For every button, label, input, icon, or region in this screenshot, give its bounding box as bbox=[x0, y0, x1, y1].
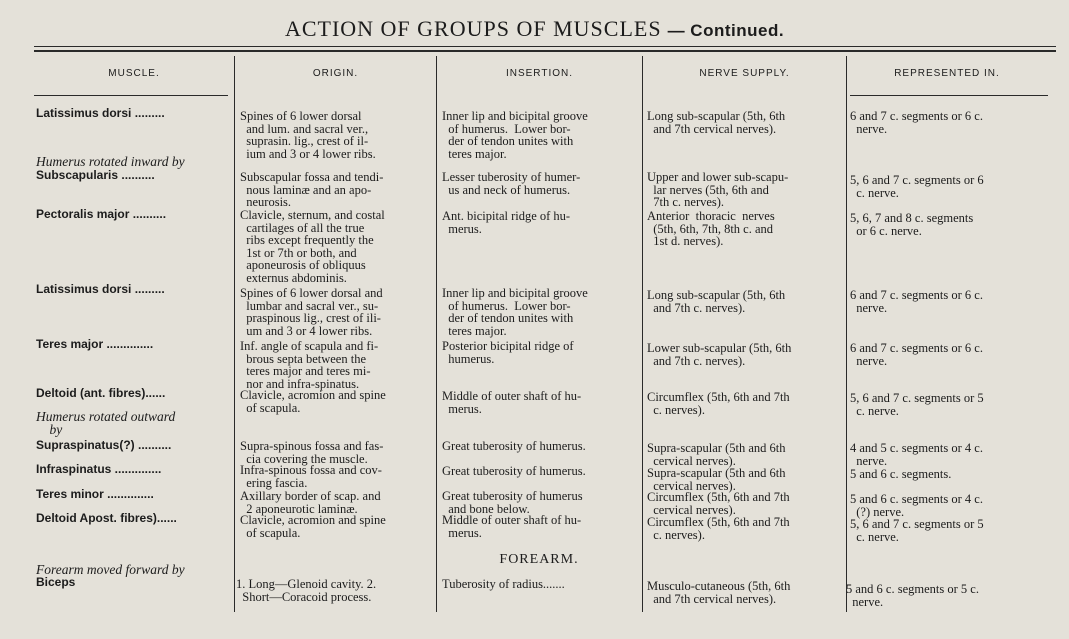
muscle-name: Deltoid Apost. fibres)...... bbox=[36, 511, 177, 525]
origin-cell: Subscapular fossa and tendi- nous laminæ and an apo- neurosis. bbox=[240, 170, 384, 209]
nerve-cell: Supra-scapular (5th and 6th cervical nerves). bbox=[647, 466, 786, 493]
muscle-name: Supraspinatus(?) .......... bbox=[36, 438, 172, 452]
muscle-name: Latissimus dorsi ......... bbox=[36, 282, 165, 296]
insertion-cell: Inner lip and bicipital groove of humerus. Lower bor- der of tendon unites with teres major. bbox=[442, 109, 588, 161]
column-divider bbox=[846, 56, 847, 612]
nerve-cell: Anterior thoracic nerves (5th, 6th, 7th, 8th c. and 1st d. nerves). bbox=[647, 209, 775, 248]
represented-cell: 6 and 7 c. segments or 6 c. nerve. bbox=[850, 109, 983, 136]
represented-cell: 5, 6 and 7 c. segments or 5 c. nerve. bbox=[850, 517, 984, 544]
origin-cell: 1. Long—Glenoid cavity. 2. Short—Coracoid process. bbox=[236, 577, 377, 604]
section-heading-forearm: FOREARM. bbox=[499, 552, 579, 567]
origin-cell: Clavicle, acromion and spine of scapula. bbox=[240, 388, 386, 415]
origin-cell: Spines of 6 lower dorsal and lum. and sacral ver., suprasin. lig., crest of il- ium and 3 or 4 lower ribs. bbox=[240, 109, 376, 161]
header-underline bbox=[850, 95, 1048, 96]
top-rule bbox=[34, 46, 1056, 47]
origin-cell: Spines of 6 lower dorsal and lumbar and sacral ver., su- praspinous lig., crest of ili- um and 3 or 4 lower ribs. bbox=[240, 286, 383, 338]
origin-cell: Clavicle, acromion and spine of scapula. bbox=[240, 513, 386, 540]
insertion-cell: Posterior bicipital ridge of humerus. bbox=[442, 339, 574, 366]
column-divider bbox=[234, 56, 235, 612]
column-divider bbox=[436, 56, 437, 612]
muscle-name: Pectoralis major .......... bbox=[36, 207, 167, 221]
represented-cell: 6 and 7 c. segments or 6 c. nerve. bbox=[850, 341, 983, 368]
nerve-cell: Circumflex (5th, 6th and 7th cervical nerves). bbox=[647, 490, 790, 517]
muscle-name: Infraspinatus .............. bbox=[36, 462, 162, 476]
nerve-cell: Supra-scapular (5th and 6th cervical nerves). bbox=[647, 441, 786, 468]
origin-cell: Inf. angle of scapula and fi- brous septa between the teres major and teres mi- nor and infra-spinatus. bbox=[240, 339, 379, 391]
muscle-name: Latissimus dorsi ......... bbox=[36, 106, 165, 120]
header-muscle: MUSCLE. bbox=[108, 68, 160, 79]
subhead-rotated-inward: Humerus rotated inward by bbox=[36, 154, 185, 169]
insertion-cell: Lesser tuberosity of humer- us and neck of humerus. bbox=[442, 170, 581, 197]
muscle-name: Teres minor .............. bbox=[36, 487, 154, 501]
nerve-cell: Upper and lower sub-scapu- lar nerves (5th, 6th and 7th c. nerves). bbox=[647, 170, 789, 209]
insertion-cell: Middle of outer shaft of hu- merus. bbox=[442, 513, 582, 540]
origin-cell: Supra-spinous fossa and fas- cia covering the muscle. bbox=[240, 439, 384, 466]
page-title bbox=[0, 16, 1069, 42]
insertion-cell: Great tuberosity of humerus. bbox=[442, 439, 586, 453]
title-suffix: — Continued. bbox=[667, 21, 785, 40]
title-main: ACTION OF GROUPS OF MUSCLES bbox=[284, 16, 662, 41]
nerve-cell: Long sub-scapular (5th, 6th and 7th cervical nerves). bbox=[647, 109, 786, 136]
muscle-name: Deltoid (ant. fibres)...... bbox=[36, 386, 166, 400]
column-divider bbox=[642, 56, 643, 612]
header-underline bbox=[34, 95, 228, 96]
represented-cell: 5, 6 and 7 c. segments or 6 c. nerve. bbox=[850, 173, 984, 200]
represented-cell: 5 and 6 c. segments. bbox=[850, 467, 952, 481]
represented-cell: 6 and 7 c. segments or 6 c. nerve. bbox=[850, 288, 983, 315]
header-nerve-supply: NERVE SUPPLY. bbox=[699, 68, 790, 79]
subhead-rotated-outward: Humerus rotated outward by bbox=[36, 409, 176, 437]
origin-cell: Axillary border of scap. and 2 aponeurotic laminæ. bbox=[240, 489, 381, 516]
insertion-cell: Great tuberosity of humerus. bbox=[442, 464, 586, 478]
represented-cell: 5, 6, 7 and 8 c. segments or 6 c. nerve. bbox=[850, 211, 974, 238]
insertion-cell: Inner lip and bicipital groove of humerus. Lower bor- der of tendon unites with teres major. bbox=[442, 286, 588, 338]
header-origin: ORIGIN. bbox=[312, 68, 359, 79]
muscle-name: Biceps bbox=[36, 575, 76, 589]
insertion-cell: Middle of outer shaft of hu- merus. bbox=[442, 389, 582, 416]
insertion-cell: Ant. bicipital ridge of hu- merus. bbox=[442, 209, 571, 236]
header-insertion: INSERTION. bbox=[505, 68, 574, 79]
subhead-forearm-forward: Forearm moved forward by bbox=[36, 562, 185, 577]
origin-cell: Infra-spinous fossa and cov- ering fascia. bbox=[240, 463, 382, 490]
represented-cell: 4 and 5 c. segments or 4 c. nerve. bbox=[850, 441, 983, 468]
origin-cell: Clavicle, sternum, and costal cartilages of all the true ribs except frequently the 1st or 7th or both, and aponeurosis of obliquus externus abdominis. bbox=[240, 208, 385, 285]
nerve-cell: Circumflex (5th, 6th and 7th c. nerves). bbox=[647, 390, 790, 417]
header-represented-in: REPRESENTED IN. bbox=[894, 68, 1000, 79]
muscle-name: Subscapularis .......... bbox=[36, 168, 155, 182]
represented-cell: 5 and 6 c. segments or 4 c. (?) nerve. bbox=[850, 492, 983, 519]
muscle-name: Teres major .............. bbox=[36, 337, 154, 351]
nerve-cell: Long sub-scapular (5th, 6th and 7th c. nerves). bbox=[647, 288, 786, 315]
nerve-cell: Circumflex (5th, 6th and 7th c. nerves). bbox=[647, 515, 790, 542]
represented-cell: 5 and 6 c. segments or 5 c. nerve. bbox=[846, 582, 979, 609]
represented-cell: 5, 6 and 7 c. segments or 5 c. nerve. bbox=[850, 391, 984, 418]
insertion-cell: Great tuberosity of humerus and bone below. bbox=[442, 489, 583, 516]
top-rule-thick bbox=[34, 50, 1056, 52]
nerve-cell: Lower sub-scapular (5th, 6th and 7th c. nerves). bbox=[647, 341, 792, 368]
nerve-cell: Musculo-cutaneous (5th, 6th and 7th cervical nerves). bbox=[647, 579, 791, 606]
insertion-cell: Tuberosity of radius....... bbox=[442, 577, 565, 591]
